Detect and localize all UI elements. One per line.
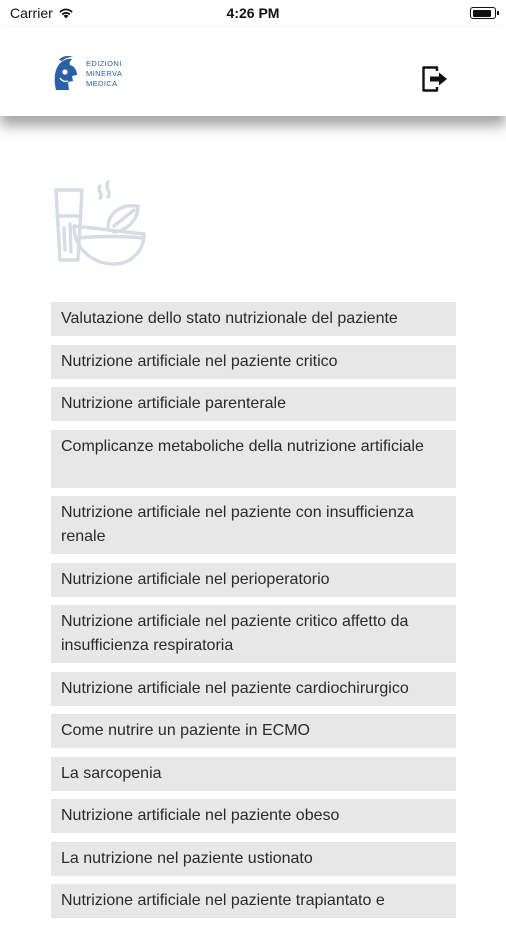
topic-label: Nutrizione artificiale parenterale (61, 395, 286, 412)
battery-icon (470, 7, 496, 19)
topic-label: Valutazione dello stato nutrizionale del paziente (61, 310, 398, 327)
topic-item[interactable] (51, 672, 456, 706)
topic-label: La nutrizione nel paziente ustionato (61, 849, 313, 867)
battery-level (473, 10, 492, 17)
topic-item[interactable] (51, 345, 456, 379)
topic-list (51, 302, 456, 927)
status-bar (0, 0, 506, 28)
topic-item[interactable] (51, 714, 456, 748)
topic-item[interactable] (51, 605, 456, 663)
minerva-helmet-icon (50, 54, 80, 94)
logo-wordmark (86, 59, 122, 89)
app-header (0, 28, 506, 116)
topic-label: Complicanze metaboliche della nutrizione artificiale (61, 437, 424, 455)
topic-label: Nutrizione artificiale nel paziente con insufficienza renale (61, 504, 414, 545)
topic-label: Nutrizione artificiale nel paziente cardiochirurgico (61, 679, 409, 697)
carrier-label: Carrier (10, 5, 53, 21)
topic-label: Nutrizione artificiale nel paziente critico (61, 352, 338, 370)
topic-item[interactable] (51, 496, 456, 554)
topic-item[interactable] (51, 430, 456, 488)
logo-line-3: MEDICA (86, 79, 118, 88)
topic-item[interactable] (51, 799, 456, 833)
logout-icon[interactable] (420, 64, 450, 94)
topic-item[interactable] (51, 842, 456, 876)
status-time: 4:26 PM (226, 5, 280, 21)
topic-item[interactable] (51, 302, 456, 336)
topic-label: La sarcopenia (61, 764, 162, 782)
topic-label: Come nutrire un paziente in ECMO (61, 722, 310, 739)
edizioni-minerva-medica-logo[interactable] (50, 54, 122, 94)
topic-item[interactable] (51, 884, 456, 918)
logo-line-1: EDIZIONI (86, 59, 122, 68)
topic-item[interactable] (51, 757, 456, 791)
topic-label: Nutrizione artificiale nel paziente critico affetto da insufficienza respiratoria (61, 613, 409, 654)
nutrition-illustration (50, 176, 146, 268)
topic-label: Nutrizione artificiale nel paziente obeso (61, 807, 340, 824)
topic-label: Nutrizione artificiale nel perioperatorio (61, 570, 330, 588)
logo-line-2: MINERVA (86, 69, 123, 78)
topic-item[interactable] (51, 387, 456, 421)
topic-label: Nutrizione artificiale nel paziente trapiantato e (61, 892, 385, 909)
topic-item[interactable] (51, 563, 456, 597)
